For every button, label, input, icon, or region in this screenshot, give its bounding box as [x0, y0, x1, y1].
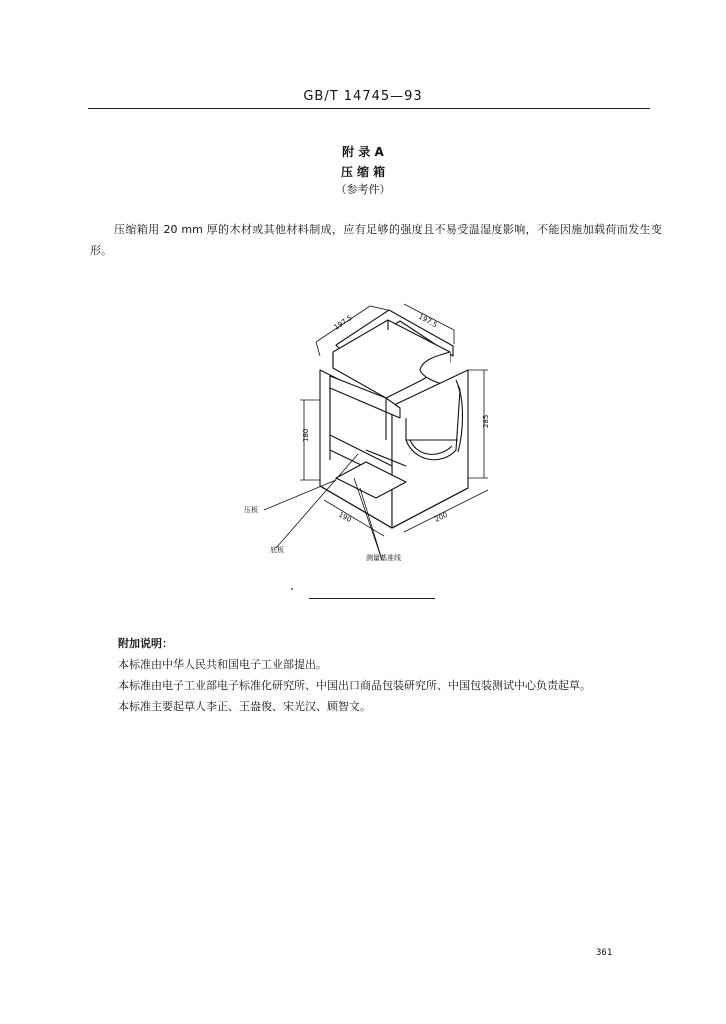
footer-divider — [309, 598, 435, 599]
appendix-title: 压 缩 箱 — [340, 165, 386, 179]
dim-top-left: 197.5 — [332, 313, 354, 332]
dim-top-right: 197.5 — [417, 312, 439, 330]
page-number: 361 — [596, 948, 613, 958]
appendix-label: 附 录 A — [342, 145, 384, 159]
notes-line-3: 本标准主要起草人李正、王盎俊、宋光汉、顾智文。 — [118, 700, 371, 713]
dim-height-right: 285 — [482, 414, 490, 428]
notes-line-2: 本标准由电子工业部电子标准化研究所、中国出口商品包装研究所、中国包装测试中心负责起草。 — [118, 679, 591, 692]
body-paragraph: 压缩箱用 20 mm 厚的木材或其他材料制成，应有足够的强度且不易受温湿度影响，不能因施加载荷而发生变形。 — [90, 223, 662, 257]
label-pressing-plate: 压板 — [244, 506, 258, 514]
label-bottom-plate: 底板 — [270, 546, 284, 554]
notes-title: 附加说明： — [118, 637, 173, 650]
dim-inner-height: 180 — [302, 428, 310, 442]
header-divider — [88, 108, 650, 109]
dim-bottom-front: 190 — [337, 510, 353, 525]
compression-box-diagram — [236, 290, 516, 580]
dim-bottom-right: 200 — [433, 510, 449, 524]
appendix-note: （参考件） — [335, 183, 391, 196]
label-reference-line: 测量基准线 — [366, 554, 401, 562]
additional-notes — [118, 633, 591, 717]
standard-code: GB/T 14745—93 — [303, 89, 423, 104]
scan-speck — [291, 588, 293, 590]
notes-line-1: 本标准由中华人民共和国电子工业部提出。 — [118, 658, 327, 671]
